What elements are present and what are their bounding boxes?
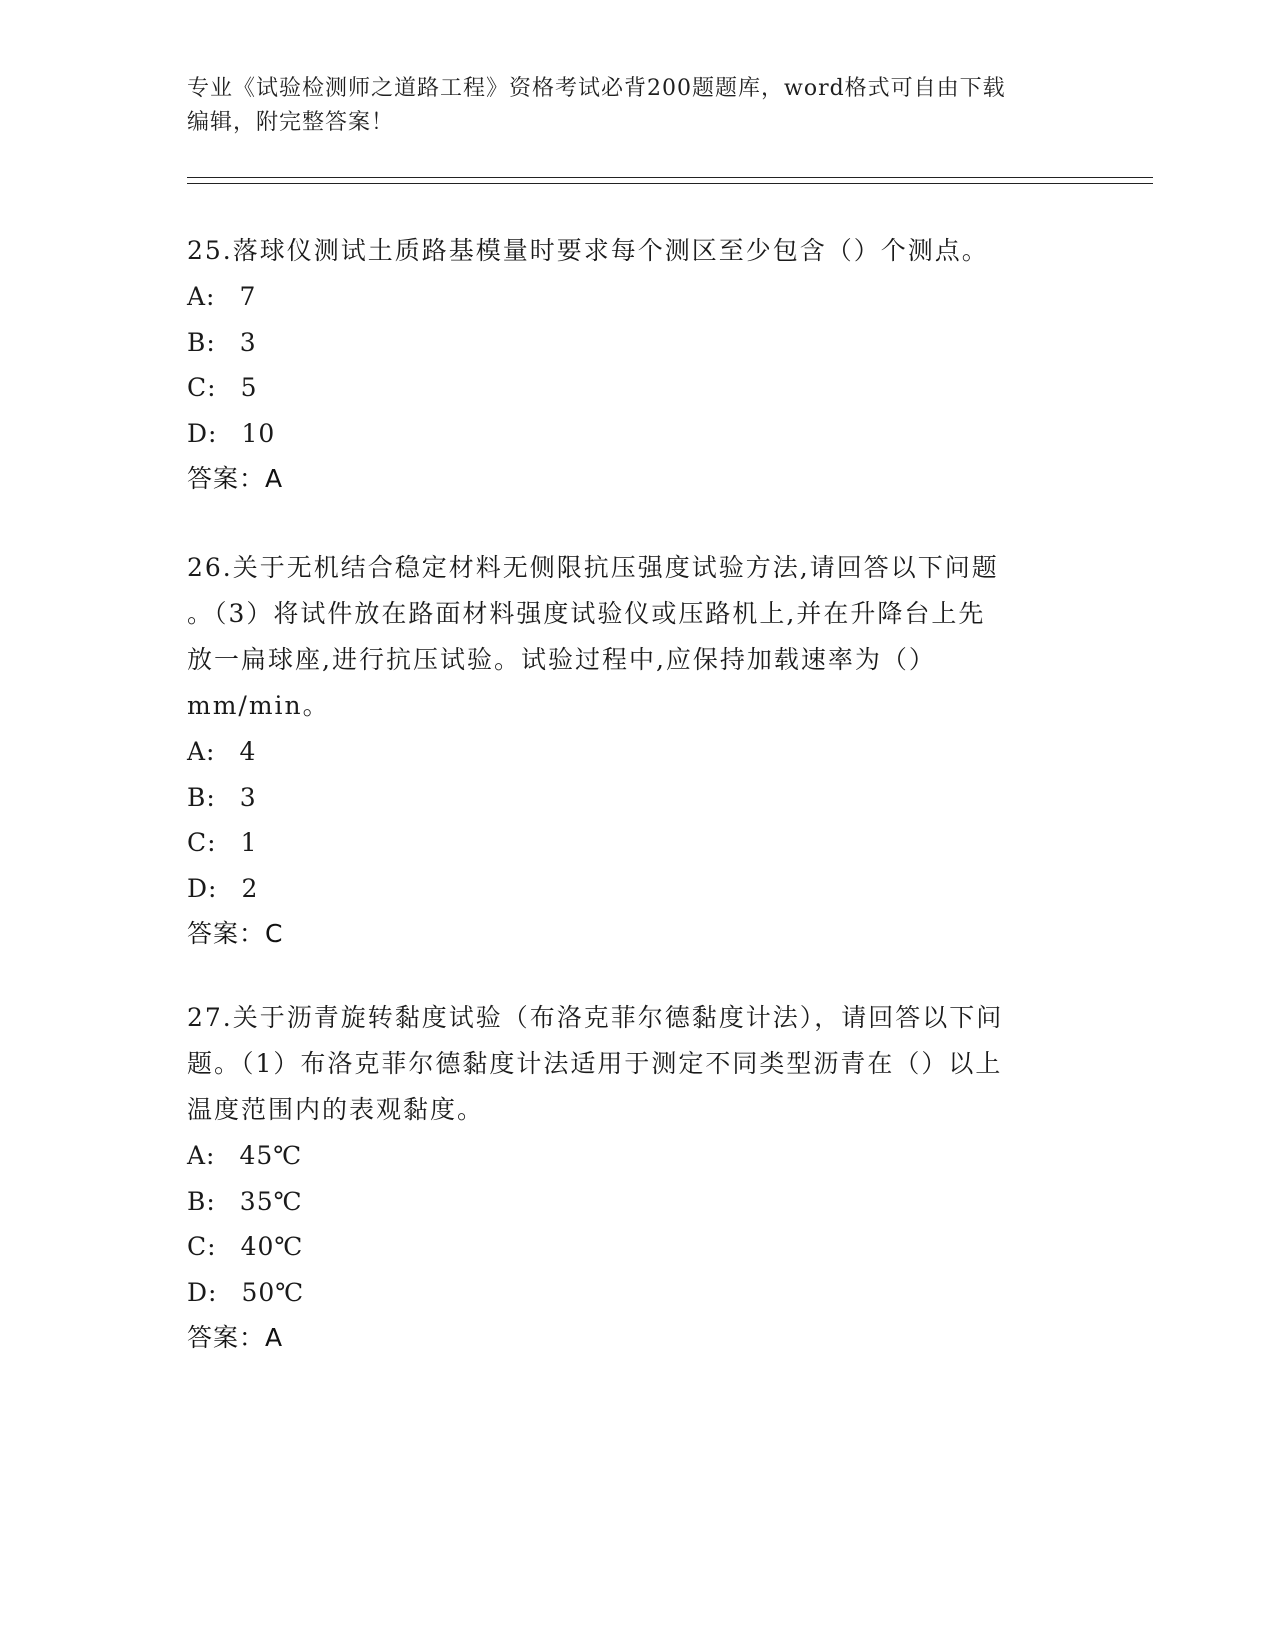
option-d: D: 2	[187, 873, 259, 903]
option-d: D: 50℃	[187, 1277, 305, 1307]
question-25	[187, 228, 1087, 501]
option-a: A: 45℃	[187, 1141, 303, 1170]
option-d: D: 10	[187, 418, 276, 448]
answer-label: 答案：A	[187, 1323, 284, 1352]
answer-label: 答案：C	[187, 919, 284, 948]
header-line-1: 专业《试验检测师之道路工程》资格考试必背200题题库，word格式可自由下载	[187, 76, 1006, 101]
document-header	[187, 72, 1087, 140]
option-a: A: 7	[187, 282, 257, 311]
answer-label: 答案：A	[187, 464, 284, 493]
header-divider-bottom	[187, 183, 1153, 184]
question-text-line: 温度范围内的表观黏度。	[187, 1095, 485, 1124]
question-text-line: 。（3）将试件放在路面材料强度试验仪或压路机上,并在升降台上先	[187, 599, 986, 628]
option-c: C: 5	[187, 373, 258, 402]
option-b: B: 35℃	[187, 1186, 303, 1216]
option-c: C: 40℃	[187, 1232, 304, 1261]
option-a: A: 4	[187, 737, 257, 766]
question-text-line: 放一扁球座,进行抗压试验。试验过程中,应保持加载速率为（）	[187, 645, 936, 674]
option-b: B: 3	[187, 782, 257, 812]
question-text-line: 26.关于无机结合稳定材料无侧限抗压强度试验方法,请回答以下问题	[187, 553, 999, 582]
header-line-2: 编辑，附完整答案！	[187, 110, 395, 135]
question-27	[187, 995, 1087, 1360]
question-text-line: 题。（1）布洛克菲尔德黏度计法适用于测定不同类型沥青在（）以上	[187, 1049, 1003, 1078]
question-26	[187, 545, 1087, 956]
option-c: C: 1	[187, 828, 258, 857]
header-divider-top	[187, 177, 1153, 178]
question-text-line: 25.落球仪测试土质路基模量时要求每个测区至少包含（）个测点。	[187, 236, 989, 265]
question-text-line: mm/min。	[187, 691, 330, 720]
question-text-line: 27.关于沥青旋转黏度试验（布洛克菲尔德黏度计法），请回答以下问	[187, 1003, 1004, 1032]
option-b: B: 3	[187, 327, 257, 357]
